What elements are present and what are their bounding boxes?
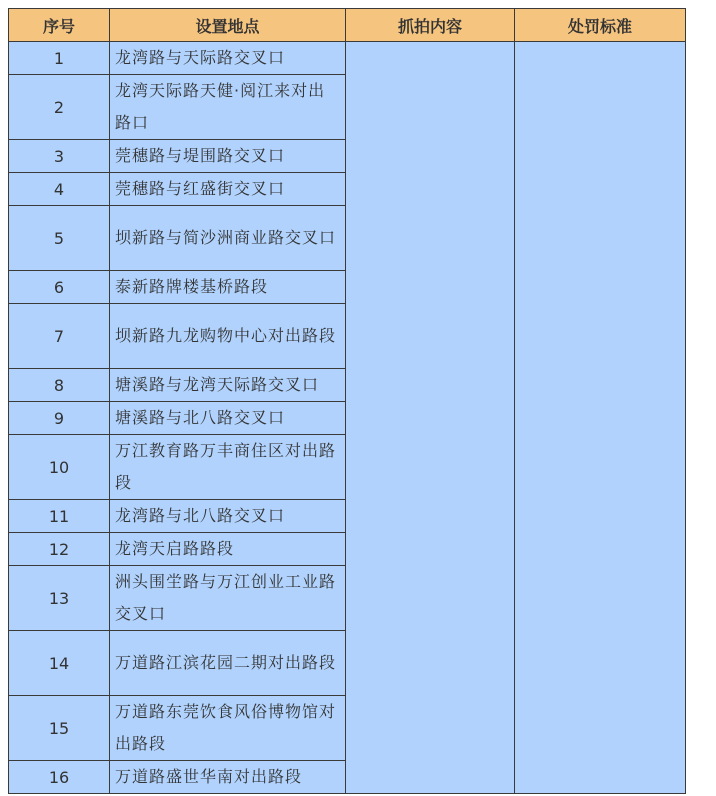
- row-number: 10: [9, 435, 110, 500]
- row-number: 4: [9, 173, 110, 206]
- row-location: 万江教育路万丰商住区对出路段: [110, 435, 346, 500]
- capture-content-cell: [346, 42, 515, 794]
- row-number: 5: [9, 206, 110, 271]
- row-number: 8: [9, 369, 110, 402]
- row-number: 3: [9, 140, 110, 173]
- row-number: 13: [9, 566, 110, 631]
- row-location: 塘溪路与北八路交叉口: [110, 402, 346, 435]
- row-location: 龙湾天启路路段: [110, 533, 346, 566]
- table-header-row: [9, 9, 686, 42]
- row-number: 6: [9, 271, 110, 304]
- row-location: 莞穗路与红盛街交叉口: [110, 173, 346, 206]
- header-serial-number: 序号: [9, 9, 110, 42]
- penalty-standard-cell: [515, 42, 686, 794]
- row-location: 坝新路九龙购物中心对出路段: [110, 304, 346, 369]
- row-location: 万道路盛世华南对出路段: [110, 761, 346, 794]
- row-number: 12: [9, 533, 110, 566]
- row-number: 1: [9, 42, 110, 75]
- row-location: 万道路东莞饮食风俗博物馆对出路段: [110, 696, 346, 761]
- row-location: 龙湾路与天际路交叉口: [110, 42, 346, 75]
- header-penalty-standard: 处罚标准: [515, 9, 686, 42]
- row-location: 莞穗路与堤围路交叉口: [110, 140, 346, 173]
- row-number: 9: [9, 402, 110, 435]
- row-number: 14: [9, 631, 110, 696]
- row-location: 泰新路牌楼基桥路段: [110, 271, 346, 304]
- header-location: 设置地点: [110, 9, 346, 42]
- row-location: 万道路江滨花园二期对出路段: [110, 631, 346, 696]
- camera-location-table: [8, 8, 686, 794]
- row-number: 15: [9, 696, 110, 761]
- row-location: 龙湾天际路天健·阅江来对出路口: [110, 75, 346, 140]
- row-location: 坝新路与简沙洲商业路交叉口: [110, 206, 346, 271]
- row-number: 2: [9, 75, 110, 140]
- row-location: 龙湾路与北八路交叉口: [110, 500, 346, 533]
- header-capture-content: 抓拍内容: [346, 9, 515, 42]
- row-location: 洲头围坣路与万江创业工业路交叉口: [110, 566, 346, 631]
- row-number: 7: [9, 304, 110, 369]
- row-number: 11: [9, 500, 110, 533]
- row-number: 16: [9, 761, 110, 794]
- row-location: 塘溪路与龙湾天际路交叉口: [110, 369, 346, 402]
- table-row: [9, 42, 686, 75]
